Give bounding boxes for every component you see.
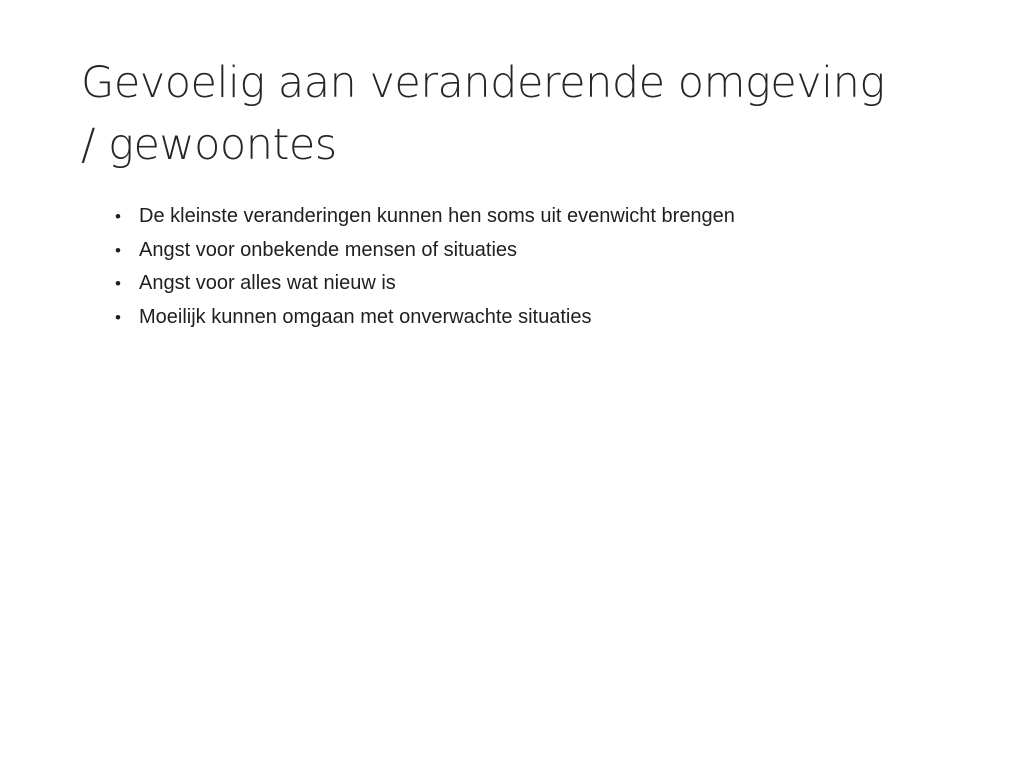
title-line-2: / gewoontes	[81, 120, 337, 170]
bullet-text: Angst voor onbekende mensen of situaties	[139, 238, 518, 261]
slide-title	[81, 52, 981, 176]
bullet-icon: •	[115, 240, 121, 260]
bullet-text: Angst voor alles wat nieuw is	[139, 272, 396, 294]
bullet-item	[113, 205, 973, 239]
bullet-icon: •	[115, 207, 121, 226]
title-line-1: Gevoelig aan veranderende omgeving	[81, 58, 885, 108]
bullet-icon: •	[115, 274, 121, 293]
bullet-item	[113, 272, 973, 306]
bullet-text: Moeilijk kunnen omgaan met onverwachte situaties	[139, 305, 592, 328]
bullet-icon: •	[115, 307, 121, 327]
bullet-list	[113, 205, 973, 339]
bullet-text: De kleinste veranderingen kunnen hen soms uit evenwicht brengen	[139, 205, 735, 227]
bullet-item	[113, 306, 973, 340]
bullet-item	[113, 239, 973, 273]
